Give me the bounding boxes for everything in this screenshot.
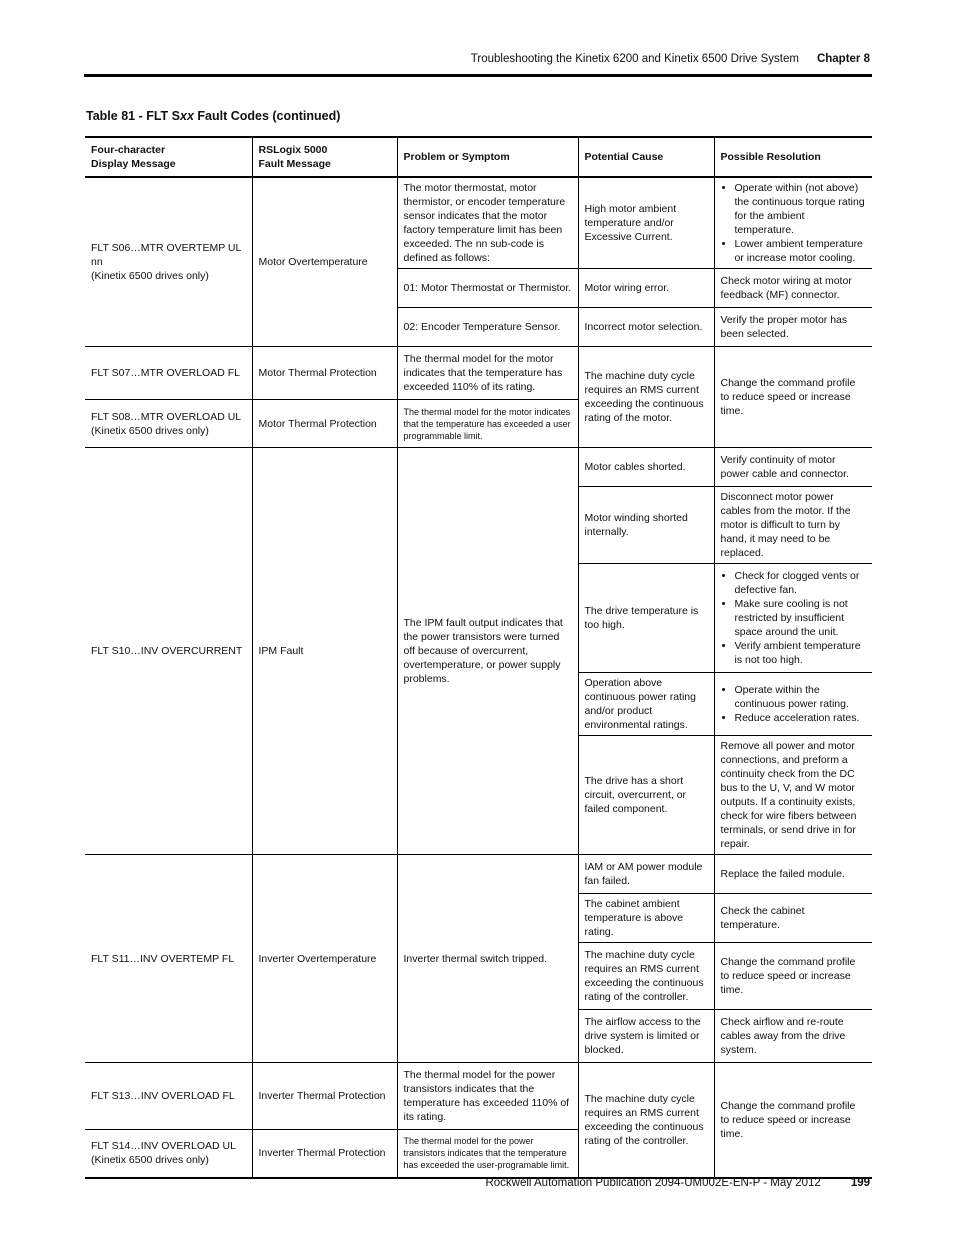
table-row (85, 448, 872, 487)
cause-cell: Operation above continuous power rating and/or product environmental ratings. (578, 673, 714, 736)
resolution-bullets (721, 569, 867, 667)
col-header-fault-message: RSLogix 5000 Fault Message (252, 137, 397, 177)
table-row (85, 347, 872, 400)
bullet-item: • Make sure cooling is not restricted by insufficient space around the unit. (735, 597, 867, 639)
table-row (85, 177, 872, 269)
resolution-cell: Check the cabinet temperature. (714, 894, 872, 943)
fault-message-cell: Motor Thermal Protection (252, 400, 397, 448)
table-title-suffix: Fault Codes (continued) (193, 109, 341, 123)
cause-cell: Incorrect motor selection. (578, 308, 714, 347)
resolution-cell (714, 673, 872, 736)
col-header-cause: Potential Cause (578, 137, 714, 177)
header-title: Troubleshooting the Kinetix 6200 and Kinetix 6500 Drive System (470, 53, 799, 65)
problem-cell: 02: Encoder Temperature Sensor. (397, 308, 578, 347)
fault-message-cell: Inverter Thermal Protection (252, 1063, 397, 1130)
cause-cell: Motor wiring error. (578, 269, 714, 308)
bullet-item: • Lower ambient temperature or increase motor cooling. (735, 237, 867, 265)
resolution-cell: Disconnect motor power cables from the motor. If the motor is difficult to turn by hand, it may need to be replaced. (714, 487, 872, 564)
table-title-prefix: Table 81 - FLT S (86, 109, 180, 123)
cause-cell: Motor cables shorted. (578, 448, 714, 487)
bullet-item: • Operate within the continuous power rating. (735, 683, 867, 711)
bullet-item: • Reduce acceleration rates. (735, 711, 867, 725)
page-footer (485, 1177, 870, 1189)
display-message-cell: FLT S14…INV OVERLOAD UL (Kinetix 6500 drives only) (85, 1130, 252, 1178)
table-row (85, 855, 872, 894)
problem-cell: The thermal model for the motor indicates that the temperature has exceeded 110% of its rating. (397, 347, 578, 400)
fault-message-cell: Inverter Thermal Protection (252, 1130, 397, 1178)
cause-cell: IAM or AM power module fan failed. (578, 855, 714, 894)
cause-cell: The cabinet ambient temperature is above rating. (578, 894, 714, 943)
table-header-row (85, 137, 872, 177)
cause-cell: High motor ambient temperature and/or Excessive Current. (578, 177, 714, 269)
resolution-cell: Remove all power and motor connections, and preform a continuity check from the DC bus to the U, V, and W motor outputs. If a continuity exists, check for wire fibers between terminals, or send drive in for repair. (714, 736, 872, 855)
table-row (85, 1063, 872, 1130)
resolution-cell: Replace the failed module. (714, 855, 872, 894)
header-rule (84, 74, 872, 77)
resolution-cell (714, 177, 872, 269)
table-title (86, 109, 340, 123)
resolution-bullets (721, 683, 867, 725)
cause-cell: The drive has a short circuit, overcurrent, or failed component. (578, 736, 714, 855)
display-message-cell: FLT S06…MTR OVERTEMP UL nn (Kinetix 6500 drives only) (85, 177, 252, 347)
resolution-cell: Verify the proper motor has been selected. (714, 308, 872, 347)
problem-cell: The thermal model for the power transistors indicates that the temperature has exceeded the user-programable limit. (397, 1130, 578, 1178)
display-message-cell: FLT S07…MTR OVERLOAD FL (85, 347, 252, 400)
resolution-bullets (721, 181, 867, 265)
display-message-cell: FLT S10…INV OVERCURRENT (85, 448, 252, 855)
fault-message-cell: Motor Overtemperature (252, 177, 397, 347)
resolution-cell: Check motor wiring at motor feedback (MF) connector. (714, 269, 872, 308)
problem-cell: Inverter thermal switch tripped. (397, 855, 578, 1063)
bullet-item: • Operate within (not above) the continuous torque rating for the ambient temperature. (735, 181, 867, 237)
cause-cell: The airflow access to the drive system is limited or blocked. (578, 1010, 714, 1063)
cause-cell: The machine duty cycle requires an RMS current exceeding the continuous rating of the motor. (578, 347, 714, 448)
display-message-cell: FLT S13…INV OVERLOAD FL (85, 1063, 252, 1130)
bullet-item: • Check for clogged vents or defective fan. (735, 569, 867, 597)
col-header-resolution: Possible Resolution (714, 137, 872, 177)
problem-cell: The thermal model for the motor indicates that the temperature has exceeded a user programmable limit. (397, 400, 578, 448)
fault-code-table (85, 136, 872, 1179)
publication-info: Rockwell Automation Publication 2094-UM002E-EN-P - May 2012 (485, 1177, 821, 1189)
bullet-item: • Verify ambient temperature is not too high. (735, 639, 867, 667)
cause-cell: Motor winding shorted internally. (578, 487, 714, 564)
problem-cell: The motor thermostat, motor thermistor, or encoder temperature sensor indicates that the motor factory temperature limit has been exceeded. The nn sub-code is defined as follows: (397, 177, 578, 269)
table-title-italic: xx (180, 109, 194, 123)
page-number: 199 (850, 1177, 870, 1189)
resolution-cell: Change the command profile to reduce speed or increase time. (714, 1063, 872, 1178)
cause-cell: The machine duty cycle requires an RMS current exceeding the continuous rating of the controller. (578, 943, 714, 1010)
display-message-cell: FLT S08…MTR OVERLOAD UL (Kinetix 6500 drives only) (85, 400, 252, 448)
fault-message-cell: IPM Fault (252, 448, 397, 855)
fault-message-cell: Inverter Overtemperature (252, 855, 397, 1063)
col-header-problem: Problem or Symptom (397, 137, 578, 177)
cause-cell: The drive temperature is too high. (578, 564, 714, 673)
problem-cell: 01: Motor Thermostat or Thermistor. (397, 269, 578, 308)
display-message-cell: FLT S11…INV OVERTEMP FL (85, 855, 252, 1063)
resolution-cell: Change the command profile to reduce speed or increase time. (714, 943, 872, 1010)
resolution-cell: Verify continuity of motor power cable and connector. (714, 448, 872, 487)
resolution-cell: Check airflow and re-route cables away from the drive system. (714, 1010, 872, 1063)
fault-message-cell: Motor Thermal Protection (252, 347, 397, 400)
col-header-display-message: Four-character Display Message (85, 137, 252, 177)
chapter-label: Chapter 8 (816, 53, 870, 65)
running-header (471, 53, 870, 65)
resolution-cell: Change the command profile to reduce speed or increase time. (714, 347, 872, 448)
problem-cell: The IPM fault output indicates that the power transistors were turned off because of overcurrent, overtemperature, or power supply problems. (397, 448, 578, 855)
cause-cell: The machine duty cycle requires an RMS current exceeding the continuous rating of the controller. (578, 1063, 714, 1178)
problem-cell: The thermal model for the power transistors indicates that the temperature has exceeded 110% of its rating. (397, 1063, 578, 1130)
resolution-cell (714, 564, 872, 673)
